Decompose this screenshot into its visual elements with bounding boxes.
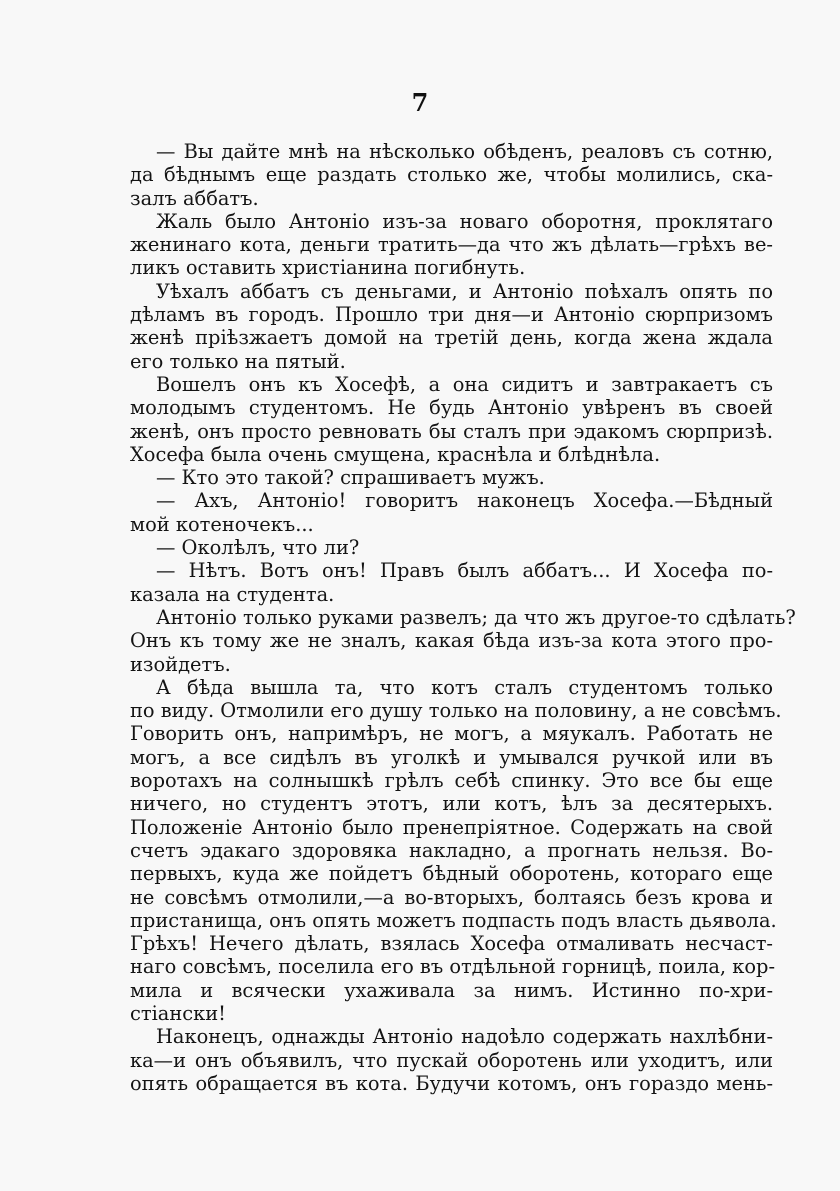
page-number: 7: [411, 88, 429, 117]
text-line: — Нѣтъ. Вотъ онъ! Правъ былъ аббатъ... И Хосефа по-: [156, 559, 773, 583]
text-line: — Ахъ, Антоніо! говоритъ наконецъ Хосефа.—Бѣдный: [156, 489, 773, 513]
text-line: ничего, но студентъ этотъ, или котъ, ѣлъ за десятерыхъ.: [130, 792, 773, 816]
text-line: дѣламъ въ городъ. Прошло три дня—и Антоніо сюрпризомъ: [130, 303, 773, 327]
text-line: да бѣднымъ еще раздать столько же, чтобы молились, ска-: [130, 163, 773, 187]
text-line: изойдетъ.: [130, 652, 231, 676]
text-line: по виду. Отмолили его душу только на половину, а не совсѣмъ.: [130, 699, 782, 723]
text-line: опять обращается въ кота. Будучи котомъ, онъ гораздо мень-: [130, 1071, 773, 1095]
text-line: Онъ къ тому же не зналъ, какая бѣда изъ-за кота этого про-: [130, 629, 773, 653]
text-line: мой котеночекъ...: [130, 512, 314, 536]
text-line: первыхъ, куда же пойдетъ бѣдный оборотень, котораго еще: [130, 862, 773, 886]
text-line: пристанища, онъ опять можетъ подпасть подъ власть дьявола.: [130, 908, 777, 932]
text-line: женинаго кота, деньги тратить—да что жъ дѣлать—грѣхъ ве-: [130, 233, 773, 257]
text-line: его только на пятый.: [130, 349, 346, 373]
text-line: воротахъ на солнышкѣ грѣлъ себѣ спинку. Это все бы еще: [130, 769, 773, 793]
body-text: [130, 140, 796, 1095]
text-line: не совсѣмъ отмолили,—а во-вторыхъ, болтаясь безъ крова и: [130, 885, 773, 909]
text-line: женѣ, онъ просто ревновать бы сталъ при эдакомъ сюрпризѣ.: [130, 419, 773, 443]
text-line: мила и всячески ухаживала за нимъ. Истинно по-хри-: [130, 978, 773, 1002]
text-line: Наконецъ, однажды Антоніо надоѣло содержать нахлѣбни-: [156, 1025, 773, 1049]
text-line: залъ аббатъ.: [130, 186, 259, 210]
text-line: Вошелъ онъ къ Хосефѣ, а она сидитъ и завтракаетъ съ: [156, 372, 773, 396]
text-line: женѣ пріѣзжаетъ домой на третій день, когда жена ждала: [130, 326, 773, 350]
text-line: А бѣда вышла та, что котъ сталъ студентомъ только: [156, 675, 773, 699]
text-line: наго совсѣмъ, поселила его въ отдѣльной горницѣ, поила, кор-: [130, 955, 776, 979]
text-line: Грѣхъ! Нечего дѣлать, взялась Хосефа отмаливать несчаст-: [130, 932, 773, 956]
text-line: молодымъ студентомъ. Не будь Антоніо увѣренъ въ своей: [130, 396, 773, 420]
text-line: стіански!: [130, 1001, 226, 1025]
text-line: казала на студента.: [130, 582, 335, 606]
text-line: — Вы дайте мнѣ на нѣсколько обѣденъ, реаловъ съ сотню,: [156, 140, 773, 163]
text-line: Уѣхалъ аббатъ съ деньгами, и Антоніо поѣхалъ опять по: [156, 279, 773, 303]
text-line: ликъ оставить христіанина погибнуть.: [130, 256, 526, 280]
text-line: счетъ эдакаго здоровяка накладно, а прогнать нельзя. Во-: [130, 838, 773, 862]
text-line: Антоніо только руками развелъ; да что жъ другое-то сдѣлать?: [156, 605, 796, 629]
text-line: могъ, а все сидѣлъ въ уголкѣ и умывался ручкой или въ: [130, 745, 773, 769]
text-line: — Кто это такой? спрашиваетъ мужъ.: [156, 466, 545, 490]
text-line: ка—и онъ объявилъ, что пускай оборотень или уходитъ, или: [130, 1048, 773, 1072]
text-line: Жаль было Антоніо изъ-за новаго оборотня, проклятаго: [156, 209, 773, 233]
text-line: Говорить онъ, напримѣръ, не могъ, а мяукалъ. Работать не: [130, 722, 773, 746]
text-line: Хосефа была очень смущена, краснѣла и блѣднѣла.: [130, 442, 661, 466]
text-line: Положеніе Антоніо было пренепріятное. Содержать на свой: [130, 815, 773, 839]
text-line: — Околѣлъ, что ли?: [156, 536, 360, 560]
